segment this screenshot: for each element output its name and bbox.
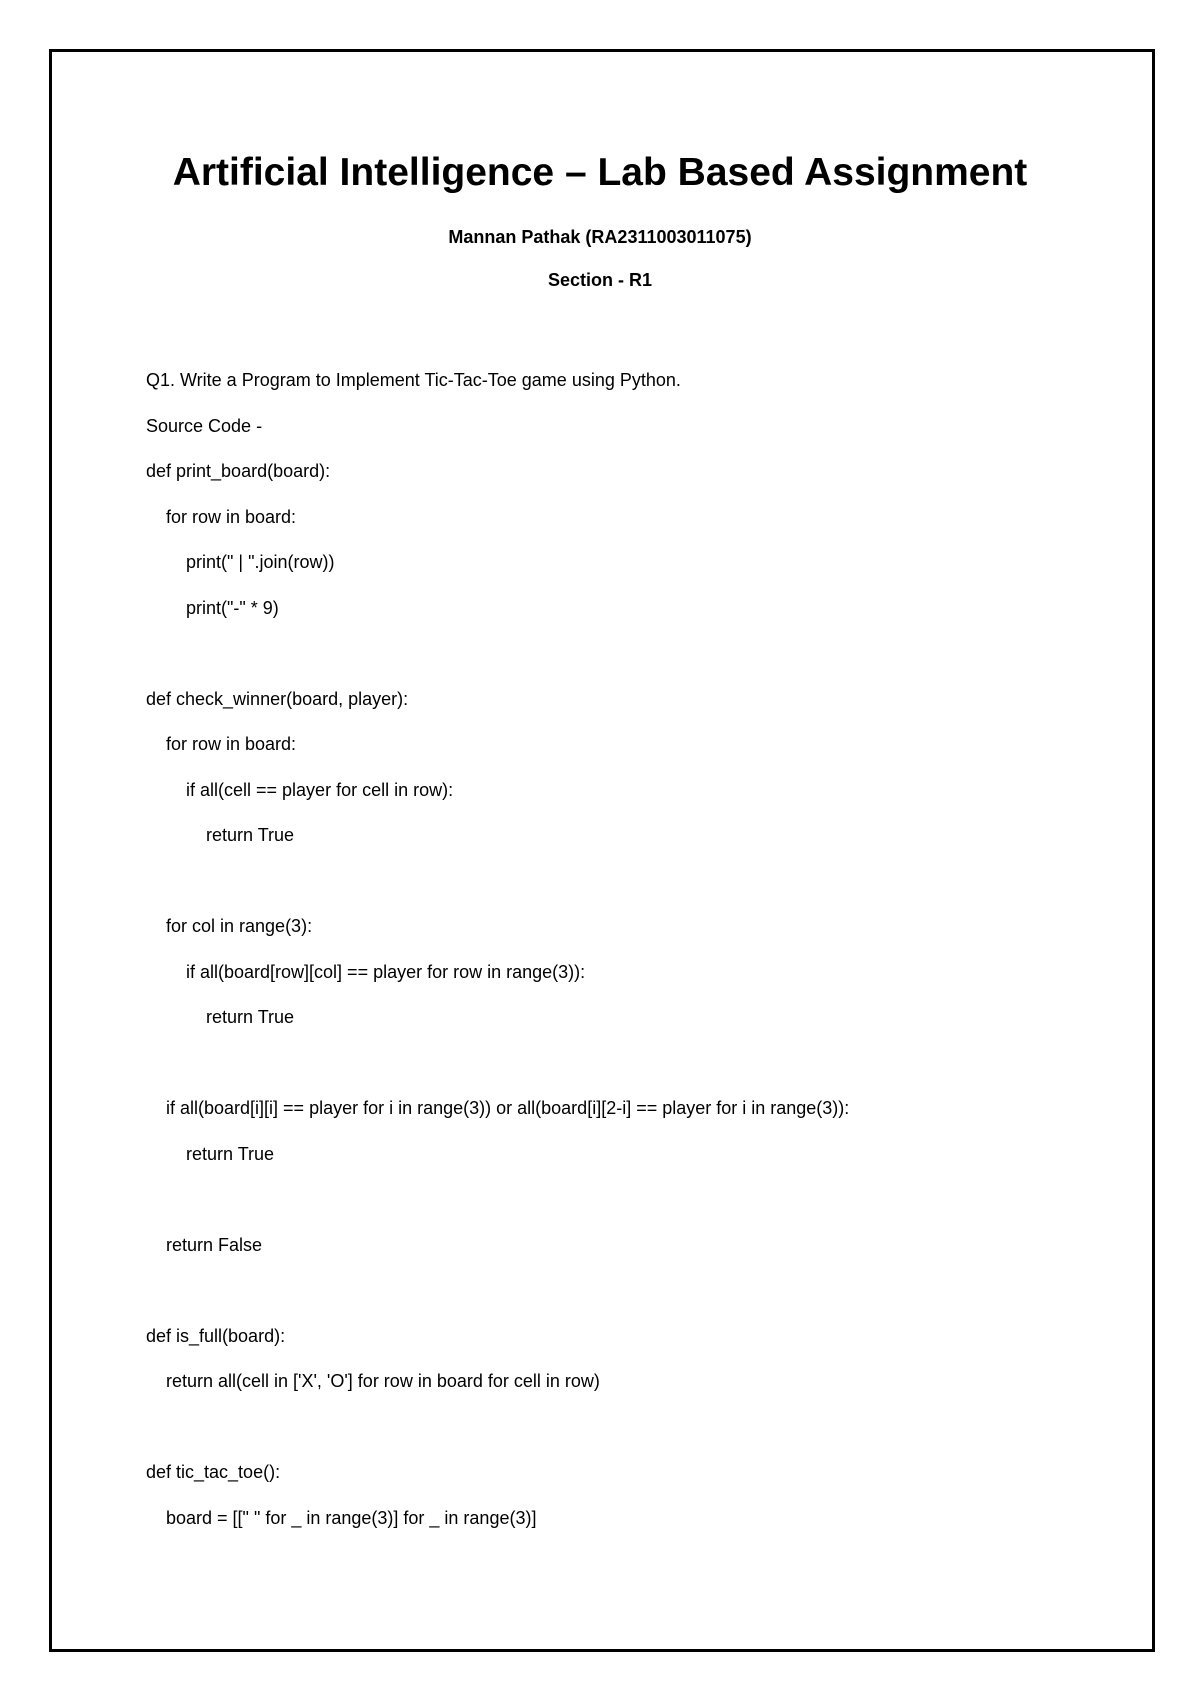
code-line: return all(cell in ['X', 'O'] for row in board for cell in row) [166,1371,600,1391]
code-line: board = [[" " for _ in range(3)] for _ in range(3)] [166,1507,537,1528]
code-blank-line [146,1041,1146,1087]
code-line: def is_full(board): [146,1325,286,1346]
code-line: for row in board: [166,734,297,754]
code-line: return True [206,825,295,845]
code-line: def print_board(board): [146,461,331,481]
question-number: Q1. [146,370,176,390]
author-line: Mannan Pathak (RA2311003011075) [448,227,752,247]
code-line: print("-" * 9) [186,597,279,618]
document-body [146,358,1146,1541]
code-line: if all(board[row][col] == player for row in range(3)): [186,961,586,982]
code-blank-line [146,1405,1146,1451]
code-line: for col in range(3): [166,916,313,936]
source-code-label: Source Code - [146,415,263,436]
code-blank-line [146,1177,1146,1223]
question-line [146,358,1146,404]
question-text: Write a Program to Implement Tic-Tac-Toe game using Python. [175,370,681,390]
code-line: return True [186,1143,275,1164]
section-line: Section - R1 [547,270,653,290]
code-line: return False [166,1234,263,1255]
code-blank-line [146,631,1146,677]
code-line: if all(board[i][i] == player for i in range(3)) or all(board[i][2-i] == player for i in range(3)): [166,1098,850,1118]
code-line: def check_winner(board, player): [146,688,409,709]
code-blank-line [146,859,1146,905]
code-line: if all(cell == player for cell in row): [186,779,454,800]
code-blank-line [146,1268,1146,1314]
code-line: def tic_tac_toe(): [146,1462,281,1482]
code-line: return True [206,1007,295,1027]
code-line: print(" | ".join(row)) [186,552,335,572]
code-line: for row in board: [166,506,297,527]
document-title: Artificial Intelligence – Lab Based Assignment [172,151,1028,194]
